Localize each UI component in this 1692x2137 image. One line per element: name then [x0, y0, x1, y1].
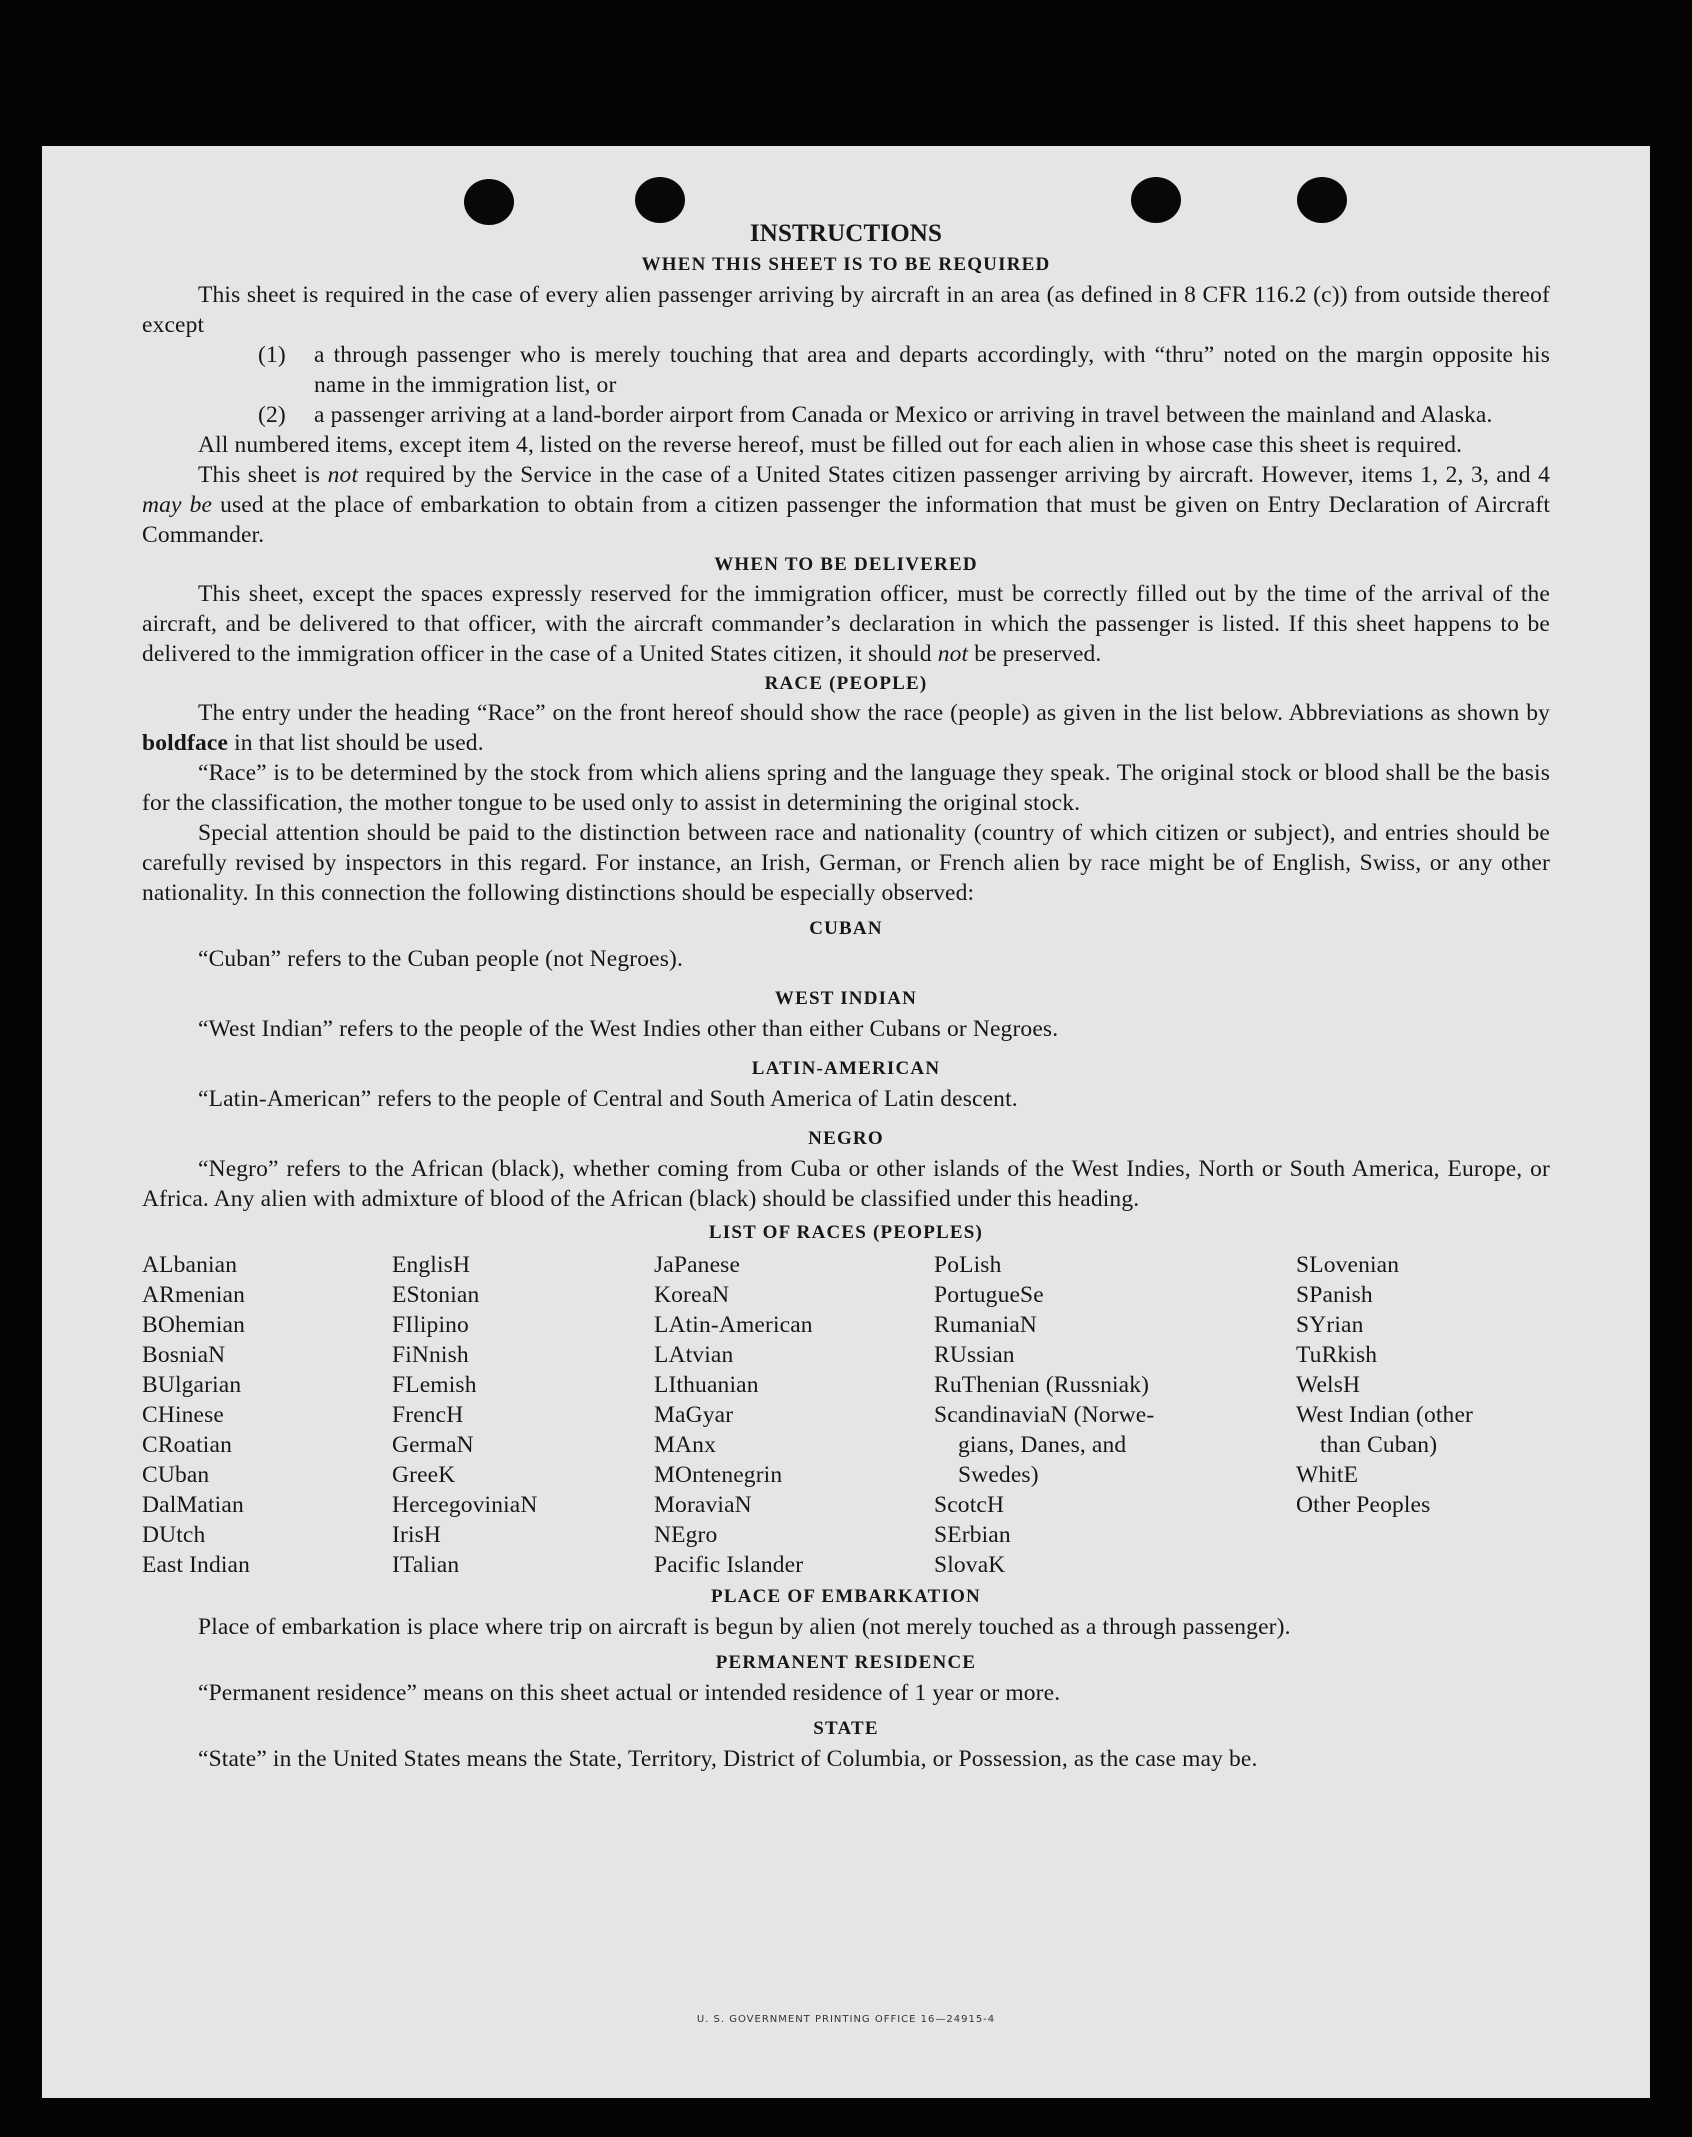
- race-entry: East Indian: [142, 1552, 251, 1578]
- race-entry: SLovenian: [1296, 1252, 1400, 1278]
- paragraph: “Latin-American” refers to the people of Central and South America of Latin descent.: [198, 1086, 1018, 1112]
- race-entry: CRoatian: [142, 1432, 232, 1458]
- race-entry: LAtin-American: [654, 1312, 813, 1338]
- race-entry: FiNnish: [392, 1342, 469, 1368]
- race-entry: GreeK: [392, 1462, 456, 1488]
- document-sheet: [42, 146, 1650, 2098]
- printing-office-footer: U. S. GOVERNMENT PRINTING OFFICE 16—24915-4: [696, 2014, 996, 2025]
- item-number: (1): [258, 342, 286, 368]
- heading-race: RACE (PEOPLE): [764, 673, 928, 694]
- race-entry: CHinese: [142, 1402, 224, 1428]
- exception-item: [258, 340, 1550, 400]
- punch-hole: [1297, 177, 1347, 223]
- page-title: INSTRUCTIONS: [749, 220, 943, 247]
- race-entry: SPanish: [1296, 1282, 1373, 1308]
- races-column: [142, 1250, 392, 1580]
- punch-hole: [635, 177, 685, 223]
- race-entry: EnglisH: [392, 1252, 471, 1278]
- exception-item: [258, 400, 1550, 430]
- paragraph: “Permanent residence” means on this sheet actual or intended residence of 1 year or more.: [198, 1680, 1061, 1706]
- heading-latin-american: LATIN-AMERICAN: [751, 1058, 941, 1079]
- race-entry: GermaN: [392, 1432, 474, 1458]
- races-list: [142, 1250, 1550, 1580]
- race-entry: PoLish: [934, 1252, 1002, 1278]
- race-entry: JaPanese: [654, 1252, 741, 1278]
- race-entry-continued: than Cuban): [1320, 1432, 1438, 1458]
- item-number: (2): [258, 402, 286, 428]
- paragraph: “Race” is to be determined by the stock from which aliens spring and the language they speak. The original stock or blood shall be the basis for the classification, the mother tongue to be used only to assist in determining the original stock.: [142, 760, 1550, 816]
- race-entry: LAtvian: [654, 1342, 734, 1368]
- race-entry: NEgro: [654, 1522, 718, 1548]
- race-entry: HercegoviniaN: [392, 1492, 538, 1518]
- race-entry: ARmenian: [142, 1282, 246, 1308]
- heading-negro: NEGRO: [808, 1128, 884, 1149]
- race-entry: MOntenegrin: [654, 1462, 783, 1488]
- heading-state: STATE: [813, 1718, 879, 1739]
- race-entry: RUssian: [934, 1342, 1015, 1368]
- race-entry: ALbanian: [142, 1252, 238, 1278]
- heading-list-of-races: LIST OF RACES (PEOPLES): [708, 1222, 984, 1243]
- race-entry: CUban: [142, 1462, 210, 1488]
- race-entry: MoraviaN: [654, 1492, 752, 1518]
- race-entry: RuThenian (Russniak): [934, 1372, 1150, 1398]
- race-entry: Other Peoples: [1296, 1492, 1431, 1518]
- races-column: [392, 1250, 654, 1580]
- paragraph: “Cuban” refers to the Cuban people (not Negroes).: [198, 946, 684, 972]
- race-entry-continued: Swedes): [958, 1462, 1039, 1488]
- paragraph: The entry under the heading “Race” on the front hereof should show the race (people) as given in the list below. Abbreviations as shown by boldface in that list should be used.: [142, 700, 1550, 756]
- race-entry: PortugueSe: [934, 1282, 1044, 1308]
- item-text: a through passenger who is merely touching that area and departs accordingly, with “thru” noted on the margin opposite his name in the immigration list, or: [314, 342, 1550, 398]
- race-entry: ScandinaviaN (Norwe-: [934, 1402, 1155, 1428]
- race-entry: DalMatian: [142, 1492, 244, 1518]
- races-column: [654, 1250, 934, 1580]
- instructions-content: [142, 218, 1550, 1774]
- race-entry: RumaniaN: [934, 1312, 1038, 1338]
- paragraph: Special attention should be paid to the distinction between race and nationality (country of which citizen or subject), and entries should be carefully revised by inspectors in this regard. For instance, an Irish, German, or French alien by race might be of English, Swiss, or any other nationality. In this connection the following distinctions should be especially observed:: [142, 820, 1550, 906]
- race-entry: WhitE: [1296, 1462, 1359, 1488]
- race-entry: LIthuanian: [654, 1372, 759, 1398]
- race-entry: FrencH: [392, 1402, 464, 1428]
- heading-permanent-residence: PERMANENT RESIDENCE: [715, 1652, 977, 1673]
- race-entry: MaGyar: [654, 1402, 734, 1428]
- race-entry: SErbian: [934, 1522, 1011, 1548]
- race-entry: ScotcH: [934, 1492, 1005, 1518]
- race-entry: MAnx: [654, 1432, 716, 1458]
- race-entry-continued: gians, Danes, and: [958, 1432, 1127, 1458]
- race-entry: BOhemian: [142, 1312, 246, 1338]
- heading-when-delivered: WHEN TO BE DELIVERED: [714, 554, 978, 575]
- race-entry: IrisH: [392, 1522, 442, 1548]
- paragraph: “West Indian” refers to the people of the West Indies other than either Cubans or Negroes.: [198, 1016, 1059, 1042]
- race-entry: DUtch: [142, 1522, 206, 1548]
- paragraph: This sheet, except the spaces expressly reserved for the immigration officer, must be correctly filled out by the time of the arrival of the aircraft, and be delivered to that officer, with the aircraft commander’s declaration in which the passenger is listed. If this sheet happens to be delivered to the immigration officer in the case of a United States citizen, it should not be preserved.: [142, 581, 1550, 667]
- race-entry: WelsH: [1296, 1372, 1361, 1398]
- races-column: [934, 1250, 1296, 1580]
- paragraph: “State” in the United States means the State, Territory, District of Columbia, or Possession, as the case may be.: [198, 1746, 1258, 1772]
- race-entry: KoreaN: [654, 1282, 730, 1308]
- race-entry: BosniaN: [142, 1342, 226, 1368]
- paragraph: All numbered items, except item 4, listed on the reverse hereof, must be filled out for each alien in whose case this sheet is required.: [198, 432, 1463, 458]
- heading-cuban: CUBAN: [809, 918, 883, 939]
- race-entry: FLemish: [392, 1372, 477, 1398]
- paragraph: This sheet is not required by the Service in the case of a United States citizen passenger arriving by aircraft. However, items 1, 2, 3, and 4 may be used at the place of embarkation to obtain from a citizen passenger the information that must be given on Entry Declaration of Aircraft Commander.: [142, 462, 1550, 548]
- heading-west-indian: WEST INDIAN: [774, 988, 918, 1009]
- race-entry: SlovaK: [934, 1552, 1006, 1578]
- race-entry: BUlgarian: [142, 1372, 242, 1398]
- race-entry: West Indian (other: [1296, 1402, 1473, 1428]
- heading-when-required: WHEN THIS SHEET IS TO BE REQUIRED: [641, 254, 1051, 275]
- punch-hole: [1131, 177, 1181, 223]
- paragraph: “Negro” refers to the African (black), whether coming from Cuba or other islands of the West Indies, North or South America, Europe, or Africa. Any alien with admixture of blood of the African (black) should be classified under this heading.: [142, 1156, 1550, 1212]
- item-text: a passenger arriving at a land-border airport from Canada or Mexico or arriving in travel between the mainland and Alaska.: [314, 402, 1493, 428]
- paragraph: This sheet is required in the case of every alien passenger arriving by aircraft in an area (as defined in 8 CFR 116.2 (c)) from outside thereof except: [142, 282, 1550, 338]
- race-entry: FIlipino: [392, 1312, 469, 1338]
- race-entry: Pacific Islander: [654, 1552, 804, 1578]
- races-column: [1296, 1250, 1550, 1580]
- heading-embarkation: PLACE OF EMBARKATION: [711, 1586, 981, 1607]
- race-entry: EStonian: [392, 1282, 480, 1308]
- race-entry: TuRkish: [1296, 1342, 1378, 1368]
- race-entry: ITalian: [392, 1552, 460, 1578]
- race-entry: SYrian: [1296, 1312, 1364, 1338]
- paragraph: Place of embarkation is place where trip on aircraft is begun by alien (not merely touched as a through passenger).: [198, 1614, 1291, 1640]
